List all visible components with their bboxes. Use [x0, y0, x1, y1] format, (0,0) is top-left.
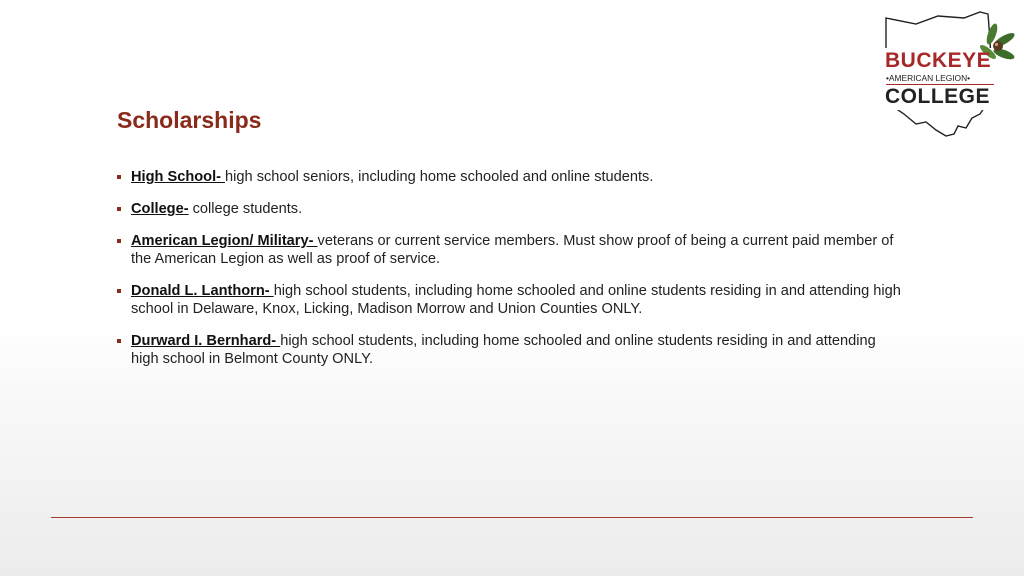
scholarship-term: High School-: [131, 169, 226, 185]
logo-text-american-legion: •AMERICAN LEGION•: [886, 73, 971, 83]
scholarship-term: College-: [131, 201, 189, 217]
scholarship-term: American Legion/ Military-: [131, 233, 318, 249]
scholarship-description: high school students, including home schooled and online students residing in and attending high school in Belmont County ONLY.: [131, 333, 876, 367]
scholarship-list: [116, 168, 906, 382]
scholarship-description: veterans or current service members. Must show proof of being a current paid member of the American Legion as well as proof of service.: [131, 233, 894, 267]
buckeye-college-logo: [876, 10, 1024, 142]
footer-divider: [51, 517, 973, 518]
scholarship-term: Donald L. Lanthorn-: [131, 283, 274, 299]
page-title: Scholarships: [117, 107, 262, 133]
list-item-donald-lanthorn: [116, 282, 906, 318]
logo-text-buckeye: BUCKEYE: [885, 49, 992, 72]
scholarship-description: college students.: [188, 201, 303, 217]
list-item-american-legion-military: [116, 232, 906, 268]
scholarship-description: high school students, including home schooled and online students residing in and attending high school in Delaware, Knox, Licking, Madison Morrow and Union Counties ONLY.: [131, 283, 901, 317]
list-item-high-school: [116, 168, 906, 186]
list-item-college: [116, 200, 906, 218]
list-item-durward-bernhard: [116, 332, 906, 368]
scholarship-term: Durward I. Bernhard-: [131, 333, 281, 349]
logo-text-college: COLLEGE: [885, 85, 991, 108]
scholarship-description: high school seniors, including home schooled and online students.: [225, 169, 654, 185]
